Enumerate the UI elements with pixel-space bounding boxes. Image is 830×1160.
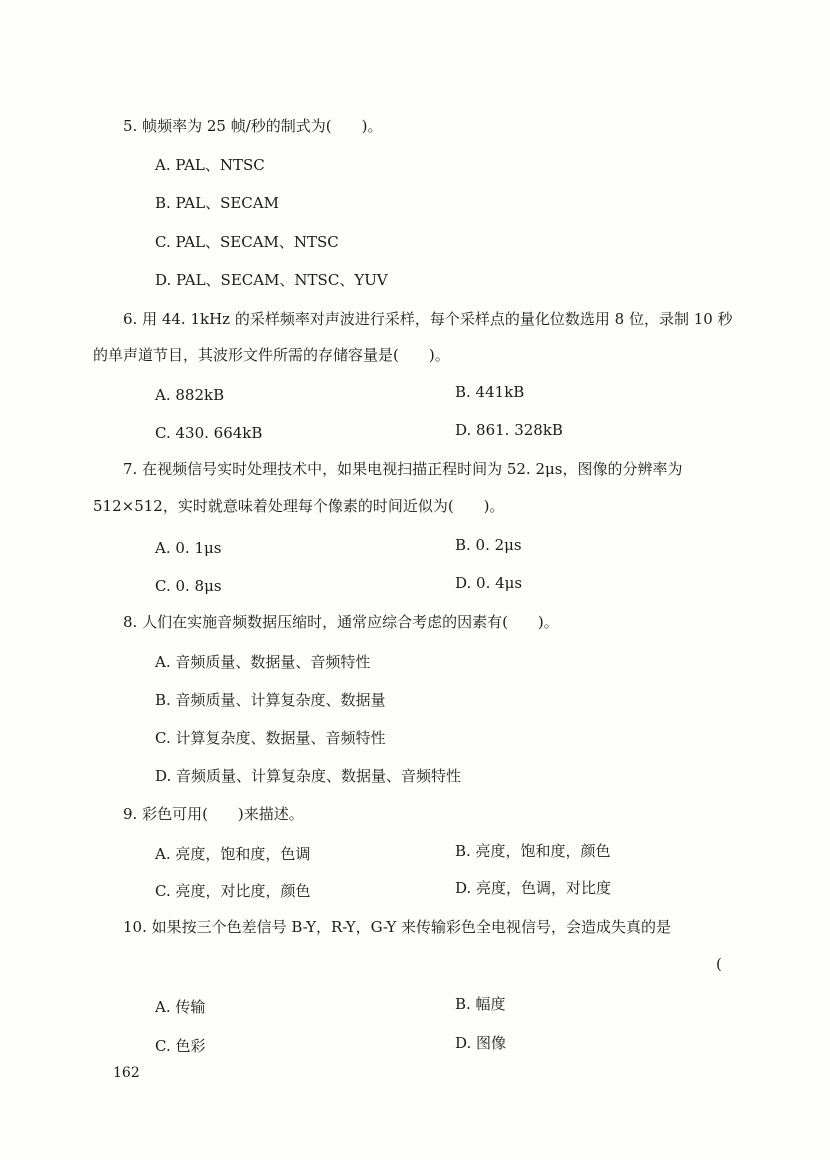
question-6-option-c: C. 430. 664kB bbox=[155, 424, 263, 442]
question-7-option-b: B. 0. 2μs bbox=[455, 536, 522, 554]
question-5-option-d: D. PAL、SECAM、NTSC、YUV bbox=[155, 271, 388, 289]
question-8-option-c: C. 计算复杂度、数据量、音频特性 bbox=[155, 729, 386, 747]
question-8-option-d: D. 音频质量、计算复杂度、数据量、音频特性 bbox=[155, 767, 462, 785]
question-6-stem-continued: 的单声道节目，其波形文件所需的存储容量是( )。 bbox=[93, 346, 450, 364]
question-7-option-d: D. 0. 4μs bbox=[455, 574, 523, 592]
question-5-option-a: A. PAL、NTSC bbox=[155, 156, 265, 174]
question-10-stem-continued: ( bbox=[716, 955, 722, 973]
question-8-option-b: B. 音频质量、计算复杂度、数据量 bbox=[155, 691, 386, 709]
question-9-option-c: C. 亮度，对比度，颜色 bbox=[155, 882, 311, 900]
question-10-option-d: D. 图像 bbox=[455, 1034, 507, 1052]
question-7-option-a: A. 0. 1μs bbox=[155, 539, 222, 557]
question-5-option-c: C. PAL、SECAM、NTSC bbox=[155, 233, 339, 251]
page-number: 162 bbox=[113, 1065, 140, 1081]
question-8-stem: 8. 人们在实施音频数据压缩时，通常应综合考虑的因素有( )。 bbox=[123, 613, 559, 631]
question-9-option-b: B. 亮度，饱和度，颜色 bbox=[455, 842, 611, 860]
question-6-option-b: B. 441kB bbox=[455, 383, 525, 401]
question-8-option-a: A. 音频质量、数据量、音频特性 bbox=[155, 653, 371, 671]
question-6-option-d: D. 861. 328kB bbox=[455, 421, 563, 439]
question-10-option-a: A. 传输 bbox=[155, 998, 206, 1016]
question-10-option-c: C. 色彩 bbox=[155, 1037, 206, 1055]
question-9-stem: 9. 彩色可用( )来描述。 bbox=[123, 805, 304, 823]
question-10-stem: 10. 如果按三个色差信号 B-Y，R-Y，G-Y 来传输彩色全电视信号，会造成失真的是 bbox=[123, 918, 671, 936]
question-7-option-c: C. 0. 8μs bbox=[155, 577, 222, 595]
question-6-option-a: A. 882kB bbox=[155, 386, 225, 404]
question-9-option-a: A. 亮度，饱和度，色调 bbox=[155, 845, 311, 863]
question-5-stem: 5. 帧频率为 25 帧/秒的制式为( )。 bbox=[123, 117, 383, 135]
question-7-stem-continued: 512×512，实时就意味着处理每个像素的时间近似为( )。 bbox=[93, 497, 505, 515]
question-6-stem: 6. 用 44. 1kHz 的采样频率对声波进行采样，每个采样点的量化位数选用 8 位，录制 10 秒 bbox=[123, 310, 733, 328]
question-5-option-b: B. PAL、SECAM bbox=[155, 194, 279, 212]
question-10-option-b: B. 幅度 bbox=[455, 995, 506, 1013]
question-7-stem: 7. 在视频信号实时处理技术中，如果电视扫描正程时间为 52. 2μs，图像的分辨率为 bbox=[123, 460, 683, 478]
question-9-option-d: D. 亮度，色调，对比度 bbox=[455, 879, 612, 897]
